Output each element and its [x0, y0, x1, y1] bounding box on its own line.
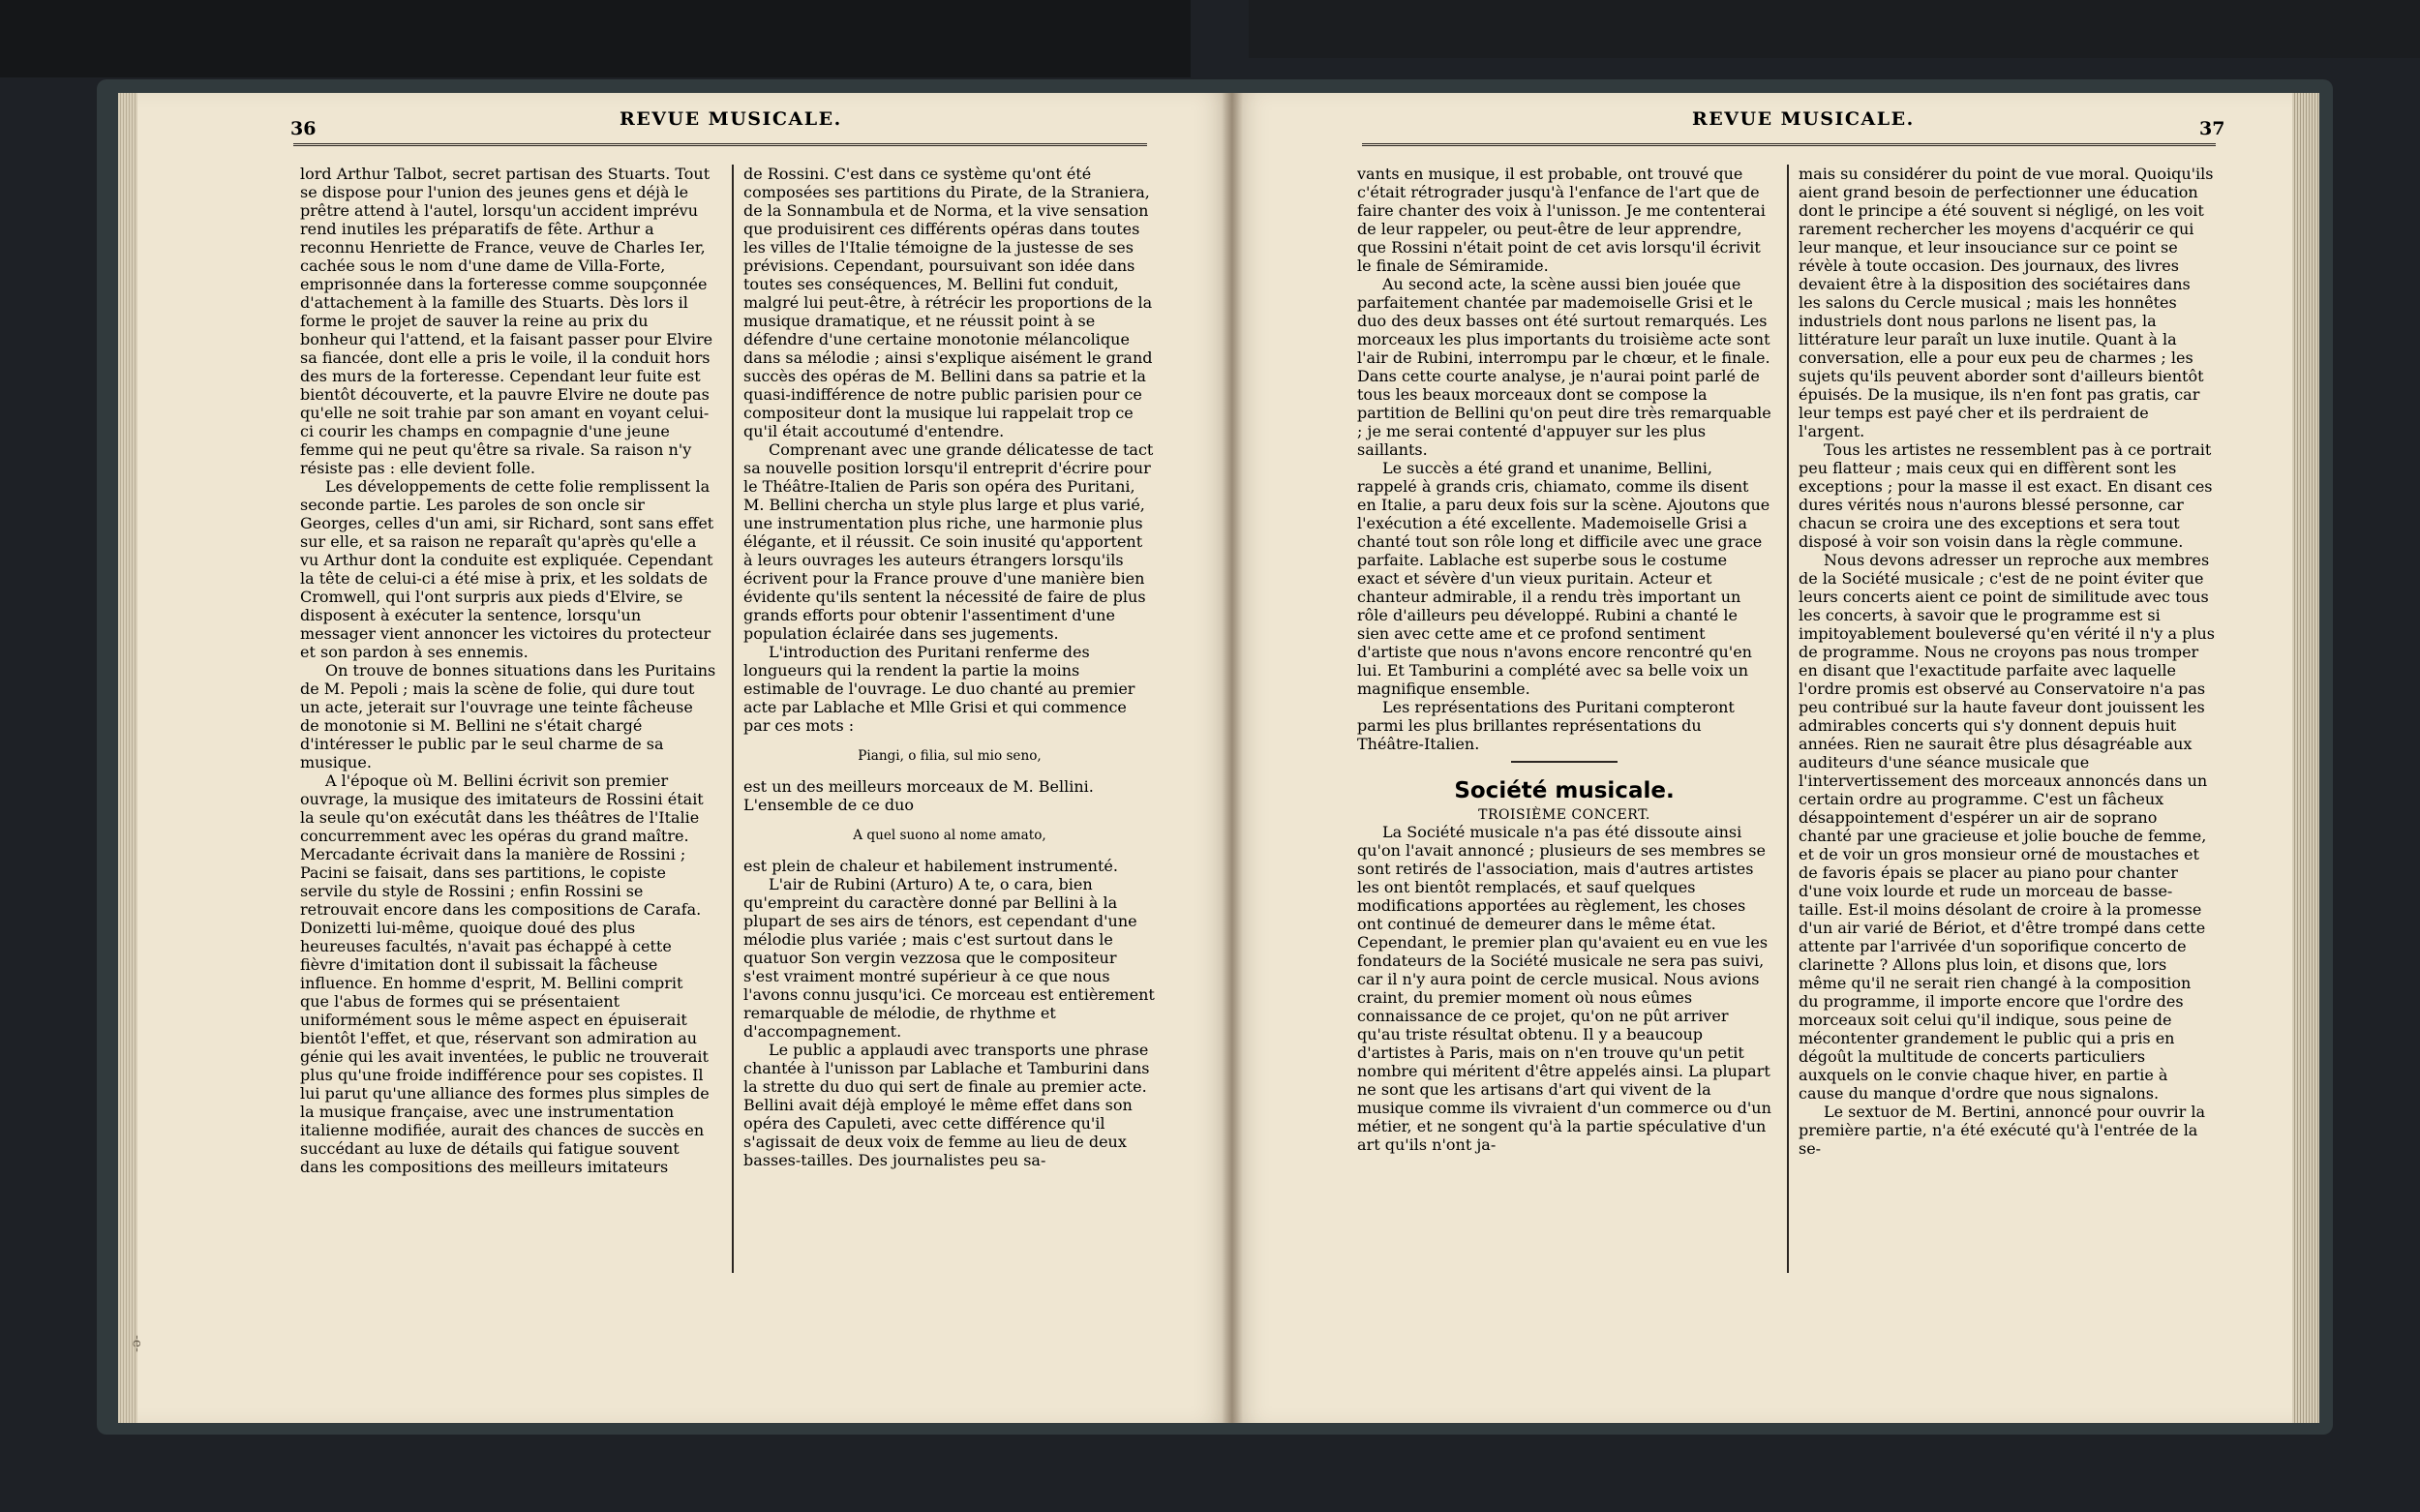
background-band — [0, 0, 1191, 77]
page-number: 36 — [290, 118, 317, 139]
paragraph: L'introduction des Puritani renferme des longueurs qui la rendent la partie la moins estimable de l'ouvrage. Le duo chanté au premier acte par Lablache et Mlle Grisi et qui commence par ces mots : — [743, 643, 1135, 735]
paragraph: Les développements de cette folie remplissent la seconde partie. Les paroles de son oncle sir Georges, celles d'un ami, sir Richard, sont sans effet sur elle, et sa raison ne reparaît qu'après qu'elle a vu Arthur dont la conduite est expliquée. Cependant la tête de celui-ci a été mise à prix, et les soldats de Cromwell, qui l'ont surpris aux pieds d'Elvire, se disposent à exécuter la sentence, lorsqu'un messager vient annoncer les victoires du protecteur et son pardon à ses ennemis. — [300, 477, 714, 661]
running-head: REVUE MUSICALE. — [1692, 108, 1915, 130]
section-separator — [1511, 761, 1618, 763]
paragraph: La Société musicale n'a pas été dissoute ainsi qu'on l'avait annoncé ; plusieurs de ses membres se sont retirés de l'association, mais d'autres artistes les ont bientôt remplacés, et sauf quelques modifications apportées au règlement, les choses ont continué de demeurer dans le même état. Cependant, le premier plan qu'avaient eu en vue les fondateurs de la Société musicale ne sera pas suivi, car il n'y aura point de cercle musical. Nous avions craint, du premier moment où nous eûmes connaissance de ce projet, qu'on ne pût arriver qu'au triste résultat obtenu. Il y a beaucoup d'artistes à Paris, mais on n'en trouve qu'un petit nombre qui méritent d'être appelés ainsi. La plupart ne sont que les artisans d'art qui vivent de la musique comme ils vivraient d'un commerce ou d'un métier, et ne songent qu'à la partie spéculative d'un art qu'ils n'ont ja- — [1357, 823, 1771, 1154]
paragraph: Comprenant avec une grande délicatesse de tact sa nouvelle position lorsqu'il entreprit d'écrire pour le Théâtre-Italien de Paris son opéra des Puritani, M. Bellini chercha un style plus large et plus varié, une instrumentation plus riche, une harmonie plus élégante, et il réussit. Ce soin inusité qu'apportent à leurs ouvrages les auteurs étrangers lorsqu'ils écrivent pour la France prouve d'une manière bien évidente qu'ils sentent la nécessité de faire de plus grands efforts pour obtenir l'assentiment d'une population éclairée dans ses jugements. — [743, 440, 1154, 643]
verse-quote: A quel suono al nome amato, — [853, 828, 1046, 843]
page-edges — [118, 93, 137, 1423]
paragraph: Le sextuor de M. Bertini, annoncé pour ouvrir la première partie, n'a été exécuté qu'à l'entrée de la se- — [1799, 1103, 2205, 1158]
column-divider — [732, 165, 734, 1273]
margin-note: -ə- — [128, 1335, 144, 1352]
paragraph: A l'époque où M. Bellini écrivit son premier ouvrage, la musique des imitateurs de Rossini était la seule qu'on exécutât dans les théâtres de l'Italie concurremment avec les opéras du grand maître. Mercadante écrivait dans la manière de Rossini ; Pacini se faisait, dans ses partitions, le copiste servile du style de Rossini ; enfin Rossini se retrouvait encore dans les compositions de Carafa. Donizetti lui-même, quoique doué des plus heureuses facultés, n'avait pas échappé à cette fièvre d'imitation dont il subissait la fâcheuse influence. En homme d'esprit, M. Bellini comprit que l'abus de formes qui se présentaient uniformément sous le même aspect en épuiserait bientôt l'effet, et que, réservant son admiration au génie qui les avait inventées, le public ne trouverait plus qu'une froide indifférence pour ses copistes. Il lui parut qu'une alliance des formes plus simples de la musique française, avec une instrumentation italienne modifiée, aurait des chances de succès en succédant au luxe de détails qui fatigue souvent dans les compositions des meilleurs imitateurs — [300, 771, 710, 1176]
paragraph: Au second acte, la scène aussi bien jouée que parfaitement chantée par mademoiselle Grisi et le duo des deux basses ont été surtout remarqués. Les morceaux les plus importants du troisième acte sont l'air de Rubini, interrompu par le chœur, et le finale. Dans cette courte analyse, je n'aurai point parlé de tous les beaux morceaux dont se compose la partition de Bellini qu'on peut dire très remarquable ; je me serai contenté d'appuyer sur les plus saillants. — [1357, 275, 1771, 459]
paragraph: est un des meilleurs morceaux de M. Bellini. L'ensemble de ce duo — [743, 777, 1094, 814]
left-column-2 — [743, 165, 1156, 1169]
column-divider — [1787, 165, 1789, 1273]
page-edges — [2292, 93, 2319, 1423]
paragraph: est plein de chaleur et habilement instrumenté. — [743, 857, 1118, 875]
right-column-2 — [1799, 165, 2215, 1158]
running-head: REVUE MUSICALE. — [620, 108, 842, 130]
paragraph: L'air de Rubini (Arturo) A te, o cara, bien qu'empreint du caractère donné par Bellini à la plupart de ses airs de ténors, est cependant d'une mélodie plus variée ; mais c'est surtout dans le quatuor Son vergin vezzosa que le compositeur s'est vraiment montré supérieur à ce que nous l'avons connu jusqu'ici. Ce morceau est entièrement remarquable de mélodie, de rhythme et d'accompagnement. — [743, 875, 1155, 1041]
paragraph: Le succès a été grand et unanime, Bellini, rappelé à grands cris, chiamato, comme ils disent en Italie, a paru deux fois sur la scène. Ajoutons que l'exécution a été excellente. Mademoiselle Grisi a chanté tout son rôle long et difficile avec une grace parfaite. Lablache est superbe sous le costume exact et sévère d'un vieux puritain. Acteur et chanteur admirable, il a rendu très important un rôle d'ailleurs peu développé. Rubini a chanté le sien avec cette ame et ce profond sentiment d'artiste que nous n'avons encore rencontré qu'en lui. Et Tamburini a complété avec sa belle voix un magnifique ensemble. — [1357, 459, 1770, 698]
section-title: Société musicale. — [1454, 778, 1675, 803]
paragraph: Les représentations des Puritani compteront parmi les plus brillantes représentations du Théâtre-Italien. — [1357, 698, 1735, 753]
paragraph: Tous les artistes ne ressemblent pas à ce portrait peu flatteur ; mais ceux qui en diffèrent sont les exceptions ; pour la masse il est exact. En disant ces dures vérités nous n'aurons blessé personne, car chacun se croira une des exceptions et sera tout disposé à voir son voisin dans la règle commune. — [1799, 440, 2213, 551]
left-column-1 — [300, 165, 716, 1176]
paragraph: vants en musique, il est probable, ont trouvé que c'était rétrograder jusqu'à l'enfance de l'art que de faire chanter des voix à l'unisson. Je me contenterai de leur rappeler, ou peut-être de leur apprendre, que Rossini n'était point de cet avis lorsqu'il écrivit le finale de Sémiramide. — [1357, 165, 1766, 275]
section-subtitle: TROISIÈME CONCERT. — [1478, 807, 1650, 823]
paragraph: On trouve de bonnes situations dans les Puritains de M. Pepoli ; mais la scène de folie, qui dure tout un acte, jeterait sur l'ouvrage une teinte fâcheuse de monotonie si M. Bellini ne s'était chargé d'intéresser le public par le seul charme de sa musique. — [300, 661, 716, 771]
book-gutter — [1222, 93, 1243, 1423]
paragraph: Nous devons adresser un reproche aux membres de la Société musicale ; c'est de ne point éviter que leurs concerts aient ce point de similitude avec tous les concerts, à savoir que le programme est si impitoyablement bouleversé qu'en vérité il n'y a plus de programme. Nous ne croyons pas nous tromper en disant que l'exactitude parfaite avec laquelle l'ordre promis est observé au Conservatoire n'a pas peu contribué sur la haute faveur dont jouissent les admirables concerts qui s'y donnent depuis huit années. Rien ne saurait être plus désagréable aux auditeurs d'une séance musicale que l'intervertissement des morceaux annoncés dans un certain ordre au programme. C'est un fâcheux désappointement d'espérer un air de soprano chanté par une gracieuse et jolie bouche de femme, et de voir un gros monsieur orné de moustaches et de favoris épais se placer au piano pour chanter d'une voix lourde et rude un morceau de basse-taille. Est-il moins désolant de croire à la promesse d'un air varié de Bériot, et d'être trompé dans cette attente par l'arrivée d'un soporifique concerto de clarinette ? Allons plus loin, et disons que, lors même qu'il ne serait rien changé à la composition du programme, il importe encore que l'ordre des morceaux soit celui qu'il indique, sous peine de mécontenter grandement le public qui a pris en dégoût la multitude de concerts particuliers auxquels on le convie chaque hiver, en partie à cause du manque d'ordre que nous signalons. — [1799, 551, 2215, 1103]
paragraph: mais su considérer du point de vue moral. Quoiqu'ils aient grand besoin de perfectionner une éducation dont le principe a été souvent si négligé, on les voit rarement rechercher les moyens d'acquérir ce qui leur manque, et leur insouciance sur ce point se révèle à toute occasion. Des journaux, des livres devaient être à la disposition des sociétaires dans les salons du Cercle musical ; mais les honnêtes industriels dont nous parlons ne lisent pas, la littérature leur paraît un luxe inutile. Quant à la conversation, elle a pour eux peu de charmes ; les sujets qu'ils peuvent aborder sont d'ailleurs bientôt épuisés. De la musique, ils n'en font pas gratis, car leur temps est payé cher et ils perdraient de l'argent. — [1799, 165, 2214, 440]
background-band — [1249, 0, 2420, 58]
header-rule — [1362, 143, 2216, 150]
page-number: 37 — [2199, 118, 2225, 139]
verse-quote: Piangi, o filia, sul mio seno, — [858, 748, 1042, 764]
paragraph: Le public a applaudi avec transports une phrase chantée à l'unisson par Lablache et Tamburini dans la strette du duo qui sert de finale au premier acte. Bellini avait déjà employé le même effet dans son opéra des Capuleti, avec cette différence qu'il s'agissait de deux voix de femme au lieu de deux basses-tailles. Des journalistes peu sa- — [743, 1041, 1150, 1169]
paragraph: de Rossini. C'est dans ce système qu'ont été composées ses partitions du Pirate, de la Straniera, de la Sonnambula et de Norma, et la vive sensation que produisirent ces différents opéras dans toutes les villes de l'Italie témoigne de la justesse de ses prévisions. Cependant, poursuivant son idée dans toutes ses conséquences, M. Bellini fut conduit, malgré lui peut-être, à rétrécir les proportions de la musique dramatique, et ne réussit point à se défendre d'une certaine monotonie mélancolique dans sa mélodie ; ainsi s'explique aisément le grand succès des opéras de M. Bellini dans sa patrie et la quasi-indifférence de notre public parisien pour ce compositeur dont la musique lui rappelait trop ce qu'il était accoutumé d'entendre. — [743, 165, 1153, 440]
paragraph: lord Arthur Talbot, secret partisan des Stuarts. Tout se dispose pour l'union des jeunes gens et déjà le prêtre attend à l'autel, lorsqu'un accident imprévu rend inutiles les préparatifs de fête. Arthur a reconnu Henriette de France, veuve de Charles Ier, cachée sous le nom d'une dame de Villa-Forte, emprisonnée dans la forteresse comme soupçonnée d'attachement à la famille des Stuarts. Dès lors il forme le projet de sauver la reine au prix du bonheur qui l'attend, et la faisant passer pour Elvire sa fiancée, dont elle a pris le voile, il la conduit hors des murs de la forteresse. Cependant leur fuite est bientôt découverte, et la pauvre Elvire ne doute pas qu'elle ne soit trahie par son amant en voyant celui-ci courir les champs en compagnie d'une jeune femme qui ne peut qu'être sa rivale. Sa raison n'y résiste pas : elle devient folle. — [300, 165, 713, 477]
header-rule — [293, 143, 1147, 150]
right-column-1 — [1357, 165, 1771, 1154]
